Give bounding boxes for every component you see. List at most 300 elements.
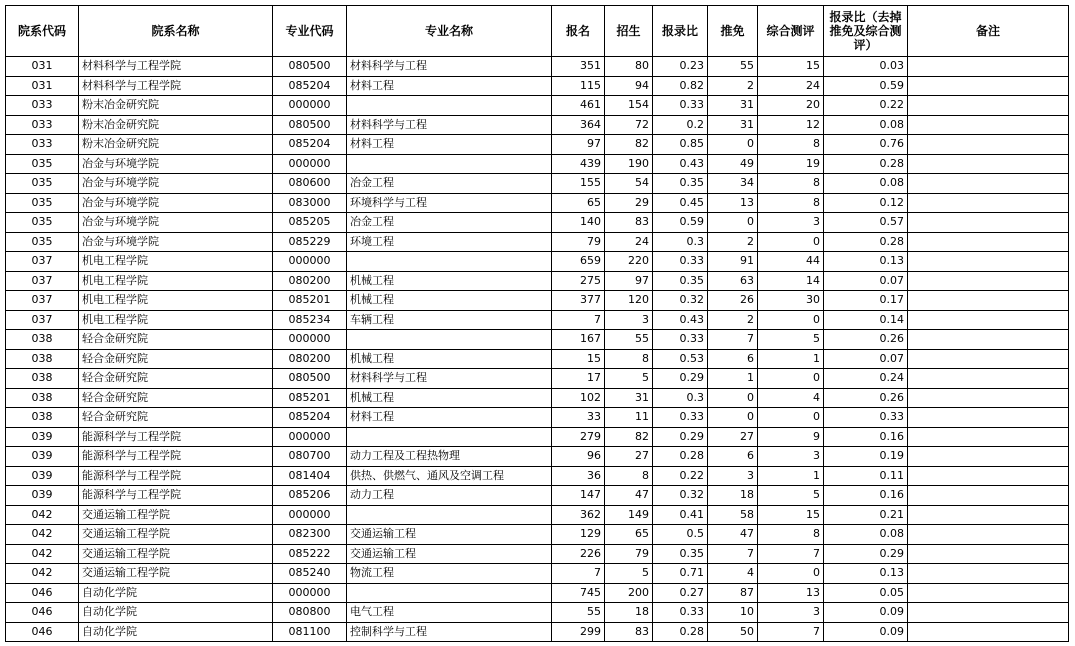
cell-ratio-excl: 0.14 (824, 310, 908, 330)
cell-dept-code: 035 (6, 154, 79, 174)
cell-ratio: 0.41 (653, 505, 708, 525)
header-comprehensive: 综合测评 (758, 6, 824, 57)
cell-admitted: 83 (605, 622, 653, 642)
cell-ratio: 0.33 (653, 603, 708, 623)
cell-major-code: 082300 (273, 525, 347, 545)
cell-comprehensive: 8 (758, 193, 824, 213)
cell-major-name (347, 505, 552, 525)
table-row (6, 544, 1069, 564)
cell-admitted: 97 (605, 271, 653, 291)
cell-major-name: 材料科学与工程 (347, 115, 552, 135)
cell-admitted: 47 (605, 486, 653, 506)
cell-admitted: 31 (605, 388, 653, 408)
cell-dept-code: 039 (6, 447, 79, 467)
cell-dept-name: 自动化学院 (79, 622, 273, 642)
header-row (6, 6, 1069, 57)
cell-applied: 79 (552, 232, 605, 252)
cell-admitted: 94 (605, 76, 653, 96)
cell-major-name (347, 252, 552, 272)
cell-major-code: 080200 (273, 349, 347, 369)
cell-ratio-excl: 0.09 (824, 603, 908, 623)
cell-comprehensive: 5 (758, 486, 824, 506)
table-row (6, 193, 1069, 213)
cell-dept-name: 能源科学与工程学院 (79, 427, 273, 447)
cell-comprehensive: 1 (758, 466, 824, 486)
cell-major-code: 085234 (273, 310, 347, 330)
cell-dept-code: 042 (6, 564, 79, 584)
admission-ratio-table (5, 5, 1069, 642)
cell-major-name: 冶金工程 (347, 213, 552, 233)
cell-admitted: 83 (605, 213, 653, 233)
table-row (6, 622, 1069, 642)
cell-applied: 155 (552, 174, 605, 194)
cell-dept-name: 机电工程学院 (79, 291, 273, 311)
cell-ratio-excl: 0.57 (824, 213, 908, 233)
table-row (6, 349, 1069, 369)
cell-ratio: 0.35 (653, 544, 708, 564)
cell-applied: 15 (552, 349, 605, 369)
cell-ratio: 0.33 (653, 408, 708, 428)
cell-dept-name: 冶金与环境学院 (79, 193, 273, 213)
cell-applied: 97 (552, 135, 605, 155)
cell-major-code: 083000 (273, 193, 347, 213)
table-row (6, 271, 1069, 291)
cell-dept-name: 冶金与环境学院 (79, 154, 273, 174)
cell-admitted: 79 (605, 544, 653, 564)
cell-note (908, 388, 1069, 408)
cell-note (908, 174, 1069, 194)
cell-note (908, 232, 1069, 252)
cell-dept-code: 038 (6, 408, 79, 428)
cell-dept-code: 042 (6, 525, 79, 545)
cell-admitted: 200 (605, 583, 653, 603)
cell-ratio-excl: 0.08 (824, 115, 908, 135)
cell-major-code: 080800 (273, 603, 347, 623)
cell-ratio: 0.3 (653, 388, 708, 408)
cell-applied: 33 (552, 408, 605, 428)
cell-admitted: 29 (605, 193, 653, 213)
cell-exempt: 55 (708, 57, 758, 77)
cell-ratio-excl: 0.76 (824, 135, 908, 155)
table-row (6, 330, 1069, 350)
cell-ratio-excl: 0.07 (824, 349, 908, 369)
cell-comprehensive: 0 (758, 232, 824, 252)
cell-ratio: 0.27 (653, 583, 708, 603)
cell-comprehensive: 8 (758, 174, 824, 194)
cell-exempt: 26 (708, 291, 758, 311)
cell-admitted: 154 (605, 96, 653, 116)
cell-ratio: 0.35 (653, 271, 708, 291)
cell-dept-code: 031 (6, 76, 79, 96)
cell-comprehensive: 3 (758, 447, 824, 467)
cell-applied: 140 (552, 213, 605, 233)
cell-comprehensive: 19 (758, 154, 824, 174)
cell-exempt: 0 (708, 408, 758, 428)
header-admitted: 招生 (605, 6, 653, 57)
cell-dept-name: 自动化学院 (79, 583, 273, 603)
table-row (6, 408, 1069, 428)
cell-dept-code: 037 (6, 310, 79, 330)
cell-exempt: 3 (708, 466, 758, 486)
cell-ratio-excl: 0.07 (824, 271, 908, 291)
cell-major-code: 081100 (273, 622, 347, 642)
cell-dept-name: 能源科学与工程学院 (79, 486, 273, 506)
table-row (6, 369, 1069, 389)
cell-ratio: 0.33 (653, 252, 708, 272)
cell-major-code: 080700 (273, 447, 347, 467)
cell-ratio: 0.2 (653, 115, 708, 135)
cell-ratio: 0.22 (653, 466, 708, 486)
cell-major-code: 080600 (273, 174, 347, 194)
cell-dept-code: 039 (6, 427, 79, 447)
table-row (6, 232, 1069, 252)
cell-applied: 7 (552, 564, 605, 584)
cell-ratio-excl: 0.08 (824, 174, 908, 194)
cell-exempt: 31 (708, 96, 758, 116)
cell-exempt: 0 (708, 388, 758, 408)
cell-ratio-excl: 0.29 (824, 544, 908, 564)
cell-exempt: 7 (708, 544, 758, 564)
cell-admitted: 120 (605, 291, 653, 311)
cell-ratio: 0.85 (653, 135, 708, 155)
cell-dept-name: 轻合金研究院 (79, 330, 273, 350)
cell-comprehensive: 13 (758, 583, 824, 603)
cell-major-code: 000000 (273, 154, 347, 174)
cell-admitted: 55 (605, 330, 653, 350)
table-row (6, 154, 1069, 174)
cell-major-code: 085229 (273, 232, 347, 252)
header-ratio-excl: 报录比（去掉推免及综合测评） (824, 6, 908, 57)
cell-comprehensive: 14 (758, 271, 824, 291)
cell-major-code: 085204 (273, 408, 347, 428)
header-note: 备注 (908, 6, 1069, 57)
table-row (6, 291, 1069, 311)
cell-applied: 129 (552, 525, 605, 545)
cell-ratio-excl: 0.03 (824, 57, 908, 77)
cell-major-code: 085240 (273, 564, 347, 584)
cell-note (908, 213, 1069, 233)
cell-applied: 377 (552, 291, 605, 311)
cell-major-name: 机械工程 (347, 271, 552, 291)
cell-admitted: 80 (605, 57, 653, 77)
cell-dept-code: 035 (6, 193, 79, 213)
cell-major-code: 080500 (273, 115, 347, 135)
cell-ratio: 0.43 (653, 310, 708, 330)
cell-note (908, 252, 1069, 272)
cell-exempt: 91 (708, 252, 758, 272)
cell-exempt: 2 (708, 76, 758, 96)
table-row (6, 213, 1069, 233)
cell-dept-name: 机电工程学院 (79, 310, 273, 330)
cell-ratio: 0.5 (653, 525, 708, 545)
cell-major-code: 000000 (273, 583, 347, 603)
cell-major-name: 材料工程 (347, 135, 552, 155)
cell-dept-name: 粉末冶金研究院 (79, 115, 273, 135)
cell-exempt: 2 (708, 310, 758, 330)
cell-major-name: 机械工程 (347, 349, 552, 369)
cell-dept-code: 039 (6, 466, 79, 486)
cell-comprehensive: 44 (758, 252, 824, 272)
table-row (6, 486, 1069, 506)
cell-note (908, 310, 1069, 330)
cell-admitted: 24 (605, 232, 653, 252)
cell-ratio-excl: 0.26 (824, 330, 908, 350)
cell-dept-name: 冶金与环境学院 (79, 213, 273, 233)
cell-ratio-excl: 0.59 (824, 76, 908, 96)
header-dept-name: 院系名称 (79, 6, 273, 57)
table-row (6, 57, 1069, 77)
cell-comprehensive: 15 (758, 505, 824, 525)
cell-comprehensive: 20 (758, 96, 824, 116)
cell-exempt: 47 (708, 525, 758, 545)
cell-exempt: 1 (708, 369, 758, 389)
cell-ratio: 0.29 (653, 427, 708, 447)
cell-applied: 55 (552, 603, 605, 623)
cell-ratio-excl: 0.21 (824, 505, 908, 525)
cell-note (908, 349, 1069, 369)
cell-ratio: 0.59 (653, 213, 708, 233)
cell-exempt: 10 (708, 603, 758, 623)
cell-dept-name: 冶金与环境学院 (79, 174, 273, 194)
cell-ratio: 0.29 (653, 369, 708, 389)
cell-ratio-excl: 0.08 (824, 525, 908, 545)
cell-major-name: 环境工程 (347, 232, 552, 252)
cell-dept-name: 粉末冶金研究院 (79, 135, 273, 155)
cell-major-code: 085204 (273, 76, 347, 96)
cell-ratio-excl: 0.09 (824, 622, 908, 642)
cell-dept-name: 机电工程学院 (79, 271, 273, 291)
cell-ratio-excl: 0.19 (824, 447, 908, 467)
cell-ratio: 0.28 (653, 622, 708, 642)
cell-applied: 745 (552, 583, 605, 603)
cell-major-code: 000000 (273, 427, 347, 447)
cell-note (908, 96, 1069, 116)
cell-major-name: 物流工程 (347, 564, 552, 584)
cell-dept-name: 轻合金研究院 (79, 408, 273, 428)
cell-applied: 364 (552, 115, 605, 135)
header-dept-code: 院系代码 (6, 6, 79, 57)
cell-major-code: 085204 (273, 135, 347, 155)
cell-admitted: 65 (605, 525, 653, 545)
cell-applied: 226 (552, 544, 605, 564)
cell-dept-code: 037 (6, 271, 79, 291)
cell-note (908, 427, 1069, 447)
cell-ratio: 0.23 (653, 57, 708, 77)
cell-applied: 279 (552, 427, 605, 447)
cell-admitted: 11 (605, 408, 653, 428)
cell-comprehensive: 30 (758, 291, 824, 311)
cell-note (908, 115, 1069, 135)
cell-comprehensive: 5 (758, 330, 824, 350)
cell-ratio-excl: 0.24 (824, 369, 908, 389)
cell-major-code: 000000 (273, 96, 347, 116)
cell-ratio-excl: 0.11 (824, 466, 908, 486)
cell-admitted: 149 (605, 505, 653, 525)
cell-dept-code: 046 (6, 583, 79, 603)
cell-major-name: 车辆工程 (347, 310, 552, 330)
cell-dept-code: 035 (6, 174, 79, 194)
cell-exempt: 50 (708, 622, 758, 642)
cell-exempt: 6 (708, 447, 758, 467)
cell-ratio-excl: 0.13 (824, 564, 908, 584)
cell-applied: 275 (552, 271, 605, 291)
cell-dept-name: 能源科学与工程学院 (79, 466, 273, 486)
cell-note (908, 369, 1069, 389)
cell-major-code: 000000 (273, 330, 347, 350)
cell-dept-code: 035 (6, 213, 79, 233)
cell-exempt: 0 (708, 135, 758, 155)
cell-note (908, 603, 1069, 623)
table-body (6, 57, 1069, 642)
cell-major-name: 机械工程 (347, 388, 552, 408)
cell-note (908, 564, 1069, 584)
cell-comprehensive: 0 (758, 564, 824, 584)
cell-exempt: 6 (708, 349, 758, 369)
cell-note (908, 505, 1069, 525)
cell-major-name (347, 330, 552, 350)
cell-ratio-excl: 0.16 (824, 486, 908, 506)
header-major-code: 专业代码 (273, 6, 347, 57)
cell-dept-code: 038 (6, 388, 79, 408)
cell-ratio-excl: 0.26 (824, 388, 908, 408)
cell-admitted: 82 (605, 427, 653, 447)
cell-applied: 299 (552, 622, 605, 642)
cell-ratio: 0.71 (653, 564, 708, 584)
cell-dept-code: 046 (6, 603, 79, 623)
cell-exempt: 0 (708, 213, 758, 233)
cell-ratio: 0.33 (653, 96, 708, 116)
cell-applied: 147 (552, 486, 605, 506)
cell-comprehensive: 0 (758, 369, 824, 389)
cell-major-code: 000000 (273, 252, 347, 272)
cell-exempt: 18 (708, 486, 758, 506)
cell-ratio-excl: 0.05 (824, 583, 908, 603)
cell-major-name: 材料工程 (347, 408, 552, 428)
cell-ratio: 0.33 (653, 330, 708, 350)
cell-major-code: 000000 (273, 505, 347, 525)
cell-applied: 115 (552, 76, 605, 96)
header-applied: 报名 (552, 6, 605, 57)
cell-dept-code: 039 (6, 486, 79, 506)
table-row (6, 525, 1069, 545)
cell-applied: 36 (552, 466, 605, 486)
cell-major-name: 材料工程 (347, 76, 552, 96)
cell-dept-name: 机电工程学院 (79, 252, 273, 272)
cell-comprehensive: 9 (758, 427, 824, 447)
cell-dept-code: 046 (6, 622, 79, 642)
cell-ratio: 0.82 (653, 76, 708, 96)
cell-dept-name: 轻合金研究院 (79, 369, 273, 389)
table-row (6, 603, 1069, 623)
cell-comprehensive: 4 (758, 388, 824, 408)
cell-admitted: 5 (605, 564, 653, 584)
cell-exempt: 49 (708, 154, 758, 174)
cell-major-code: 085201 (273, 291, 347, 311)
cell-ratio-excl: 0.16 (824, 427, 908, 447)
cell-note (908, 544, 1069, 564)
cell-dept-code: 038 (6, 349, 79, 369)
cell-note (908, 466, 1069, 486)
cell-comprehensive: 15 (758, 57, 824, 77)
table-row (6, 310, 1069, 330)
cell-dept-code: 038 (6, 369, 79, 389)
cell-note (908, 486, 1069, 506)
table-row (6, 135, 1069, 155)
cell-comprehensive: 12 (758, 115, 824, 135)
cell-admitted: 18 (605, 603, 653, 623)
table-row (6, 96, 1069, 116)
cell-applied: 65 (552, 193, 605, 213)
cell-dept-code: 042 (6, 505, 79, 525)
cell-major-name: 材料科学与工程 (347, 57, 552, 77)
cell-applied: 439 (552, 154, 605, 174)
cell-major-name: 材料科学与工程 (347, 369, 552, 389)
cell-dept-name: 自动化学院 (79, 603, 273, 623)
cell-note (908, 135, 1069, 155)
cell-applied: 461 (552, 96, 605, 116)
cell-admitted: 27 (605, 447, 653, 467)
table-row (6, 252, 1069, 272)
cell-dept-code: 037 (6, 291, 79, 311)
cell-major-code: 080500 (273, 57, 347, 77)
cell-applied: 362 (552, 505, 605, 525)
header-major-name: 专业名称 (347, 6, 552, 57)
table-row (6, 76, 1069, 96)
table-row (6, 564, 1069, 584)
cell-comprehensive: 7 (758, 544, 824, 564)
cell-major-code: 085205 (273, 213, 347, 233)
table-row (6, 505, 1069, 525)
cell-major-name: 冶金工程 (347, 174, 552, 194)
cell-ratio: 0.32 (653, 291, 708, 311)
cell-major-name: 电气工程 (347, 603, 552, 623)
cell-note (908, 57, 1069, 77)
table-row (6, 388, 1069, 408)
table-row (6, 466, 1069, 486)
cell-ratio: 0.35 (653, 174, 708, 194)
cell-note (908, 271, 1069, 291)
header-exempt: 推免 (708, 6, 758, 57)
cell-major-name (347, 427, 552, 447)
cell-dept-code: 038 (6, 330, 79, 350)
cell-admitted: 5 (605, 369, 653, 389)
cell-comprehensive: 0 (758, 408, 824, 428)
cell-ratio: 0.28 (653, 447, 708, 467)
cell-major-name (347, 96, 552, 116)
cell-comprehensive: 7 (758, 622, 824, 642)
cell-dept-code: 037 (6, 252, 79, 272)
table-row (6, 174, 1069, 194)
cell-comprehensive: 24 (758, 76, 824, 96)
cell-exempt: 31 (708, 115, 758, 135)
cell-admitted: 220 (605, 252, 653, 272)
cell-note (908, 408, 1069, 428)
cell-note (908, 193, 1069, 213)
cell-comprehensive: 8 (758, 135, 824, 155)
cell-exempt: 27 (708, 427, 758, 447)
cell-major-code: 085222 (273, 544, 347, 564)
cell-ratio: 0.3 (653, 232, 708, 252)
cell-note (908, 330, 1069, 350)
cell-applied: 17 (552, 369, 605, 389)
cell-dept-name: 粉末冶金研究院 (79, 96, 273, 116)
cell-exempt: 2 (708, 232, 758, 252)
cell-note (908, 447, 1069, 467)
cell-major-code: 080200 (273, 271, 347, 291)
table-row (6, 115, 1069, 135)
cell-admitted: 3 (605, 310, 653, 330)
cell-ratio-excl: 0.12 (824, 193, 908, 213)
